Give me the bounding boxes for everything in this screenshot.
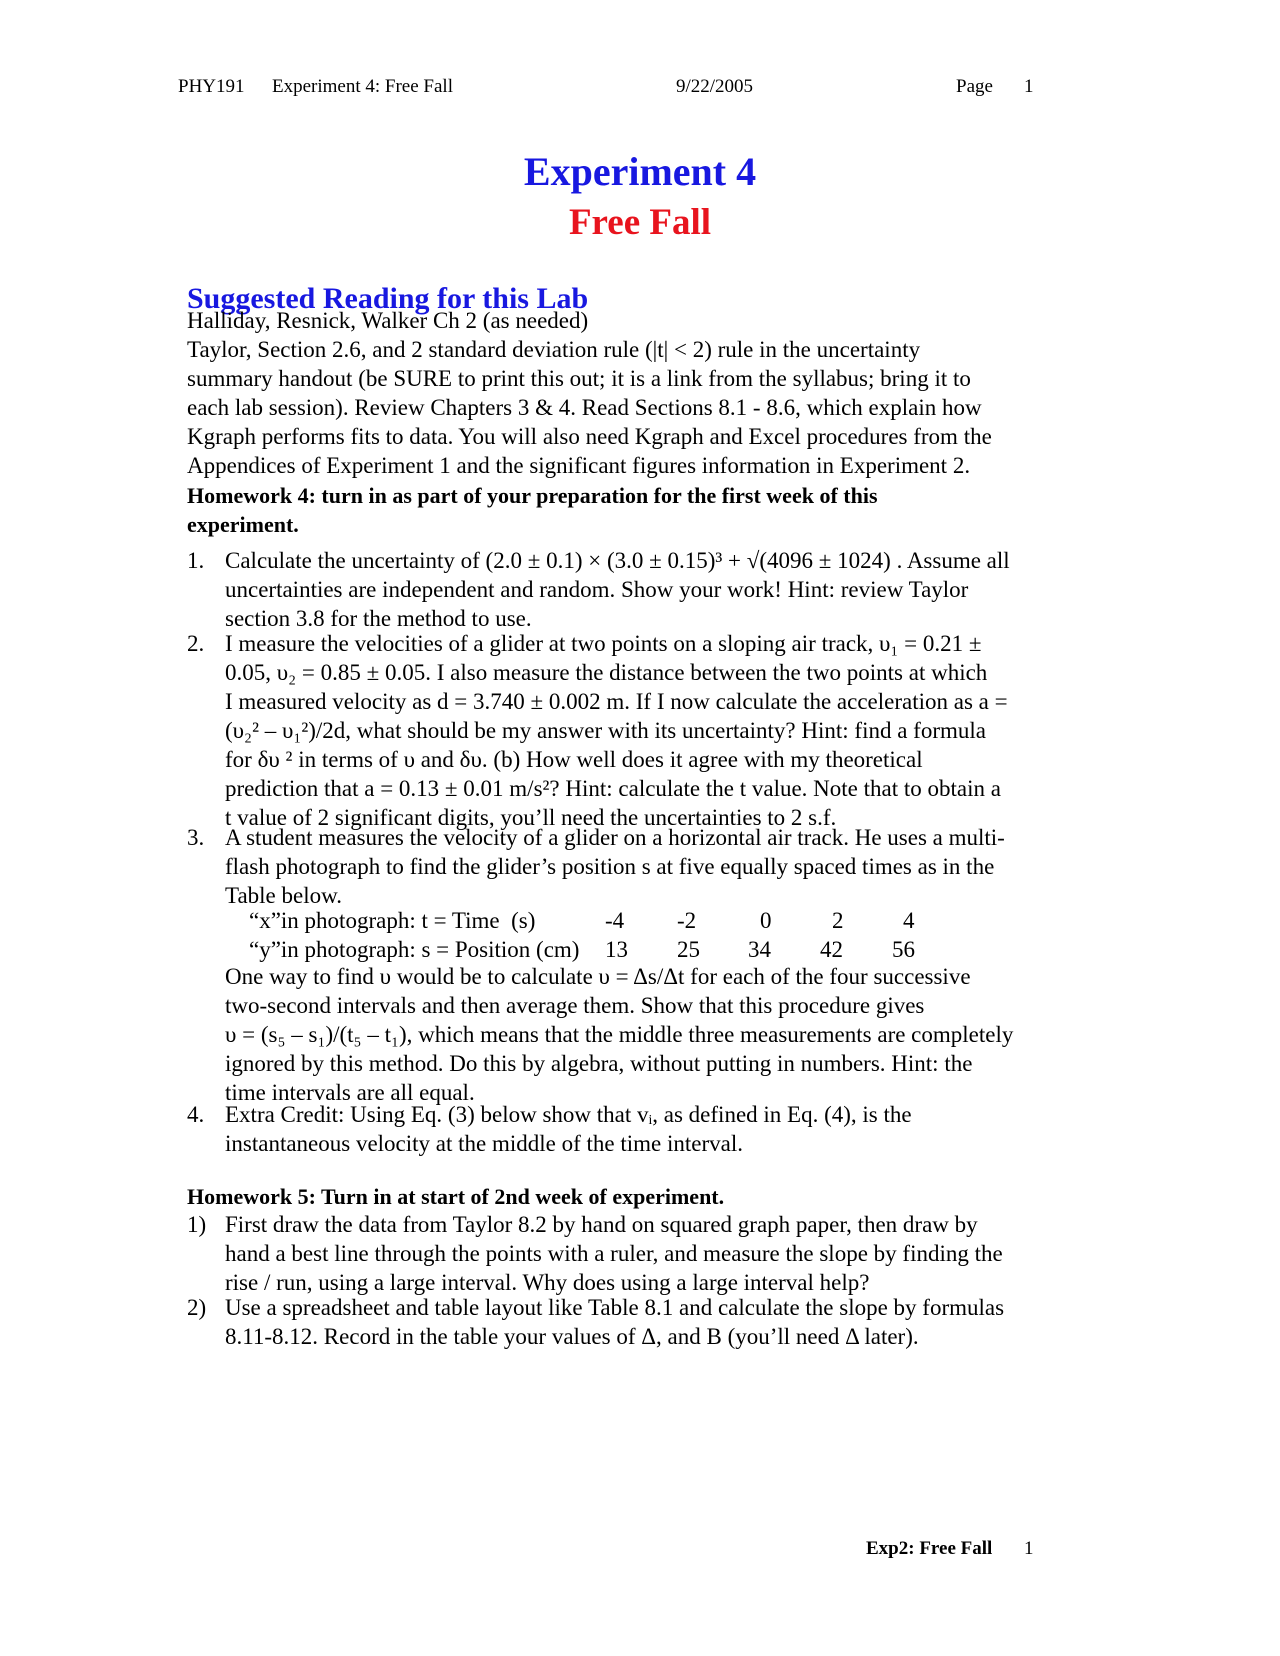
hw4-item-1 [187,546,1087,636]
item-line: Use a spreadsheet and table layout like Table 8.1 and calculate the slope by formulas [225,1295,1005,1320]
item-line: One way to find υ would be to calculate υ = Δs/Δt for each of the four successive [225,964,971,989]
item-line: t value of 2 significant digits, you’ll need the uncertainties to 2 s.f. [225,805,837,830]
reading-line: Halliday, Resnick, Walker Ch 2 (as needed) [187,308,589,333]
footer-label: Exp2: Free Fall [866,1538,993,1559]
page-title: Experiment 4 [523,149,757,194]
table-cell: -2 [677,908,697,933]
item-line: υ = (s₅ – s₁)/(t₅ – t₁), which means that the middle three measurements are completely [225,1022,1014,1047]
header-date: 9/22/2005 [676,76,754,97]
item-line: Extra Credit: Using Eq. (3) below show that vᵢ, as defined in Eq. (4), is the [225,1102,912,1127]
item-line: two-second intervals and then average them. Show that this procedure gives [225,993,925,1018]
item-line: hand a best line through the points with a ruler, and measure the slope by finding the [225,1241,1003,1266]
item-line: 8.11-8.12. Record in the table your values of Δ, and B (you’ll need Δ later). [225,1324,919,1349]
table-cell: 13 [605,937,628,962]
hw4-heading-line: Homework 4: turn in as part of your preparation for the first week of this [187,483,878,508]
item-text [225,1100,1087,1158]
item-line: A student measures the velocity of a glider on a horizontal air track. He uses a multi- [225,825,1005,850]
reading-line: Appendices of Experiment 1 and the significant figures information in Experiment 2. [187,453,971,478]
reading-line: Taylor, Section 2.6, and 2 standard deviation rule (|t| < 2) rule in the uncertainty [187,337,921,362]
item-line: 0.05, υ₂ = 0.85 ± 0.05. I also measure the distance between the two points at which [225,660,988,685]
header-course: PHY191 [178,76,245,97]
reading-line: each lab session). Review Chapters 3 & 4. Read Sections 8.1 - 8.6, which explain how [187,395,982,420]
table-row-label: “x”in photograph: t = Time (s) [249,908,536,933]
item-number: 2. [187,631,205,656]
hw5-item-1 [187,1210,1087,1300]
table-cell: 56 [892,937,915,962]
hw4-item-3 [187,823,1087,913]
item-line: I measured velocity as d = 3.740 ± 0.002 m. If I now calculate the acceleration as a = [225,689,1008,714]
item-number: 4. [187,1102,205,1127]
hw4-item-3-continued [187,962,1087,1110]
table-cell: 25 [677,937,700,962]
hw5-item-2 [187,1293,1087,1353]
item-line: section 3.8 for the method to use. [225,606,532,631]
item-line: prediction that a = 0.13 ± 0.01 m/s²? Hint: calculate the t value. Note that to obtain a [225,776,1001,801]
item-line: (υ₂² – υ₁²)/2d, what should be my answer with its uncertainty? Hint: find a formula [225,718,986,743]
item-text [225,962,1087,1107]
item-text [225,1293,1087,1351]
item-line: flash photograph to find the glider’s position s at five equally spaced times as in the [225,854,995,879]
hw5-heading: Homework 5: Turn in at start of 2nd week of experiment. [187,1184,725,1209]
item-line: time intervals are all equal. [225,1080,475,1105]
table-cell: 0 [760,908,772,933]
item-line: First draw the data from Taylor 8.2 by hand on squared graph paper, then draw by [225,1212,978,1237]
item-line: uncertainties are independent and random. Show your work! Hint: review Taylor [225,577,969,602]
item-text [225,546,1087,633]
reading-heading: Suggested Reading for this Lab [187,282,589,315]
item-number: 1. [187,548,205,573]
hw4-item-2 [187,629,1087,835]
item-line: rise / run, using a large interval. Why does using a large interval help? [225,1270,870,1295]
item-line: instantaneous velocity at the middle of the time interval. [225,1131,743,1156]
item-line: for δυ ² in terms of υ and δυ. (b) How well does it agree with my theoretical [225,747,923,772]
item-text [225,823,1087,910]
item-number: 3. [187,825,205,850]
header-page-label: Page [956,76,993,97]
hw4-heading [187,481,1087,539]
table-cell: 2 [832,908,844,933]
reading-line: Kgraph performs fits to data. You will also need Kgraph and Excel procedures from the [187,424,992,449]
header-experiment: Experiment 4: Free Fall [272,76,453,97]
item-number: 1) [187,1212,207,1237]
item-line: ignored by this method. Do this by algebra, without putting in numbers. Hint: the [225,1051,973,1076]
hw4-item-4 [187,1100,1087,1160]
footer-page-number: 1 [1024,1538,1034,1559]
item-line: Calculate the uncertainty of (2.0 ± 0.1) × (3.0 ± 0.15)³ + √(4096 ± 1024) . Assume all [225,548,1010,573]
data-table [249,906,969,964]
table-cell: 4 [903,908,915,933]
item-line: I measure the velocities of a glider at two points on a sloping air track, υ₁ = 0.21 ± [225,631,982,656]
item-number: 2) [187,1295,207,1320]
table-cell: -4 [605,908,625,933]
item-text [225,1210,1087,1297]
item-text [225,629,1087,832]
table-row-label: “y”in photograph: s = Position (cm) [249,937,580,962]
page-subtitle: Free Fall [568,202,712,243]
header-page-number: 1 [1024,76,1034,97]
table-cell: 42 [820,937,843,962]
reading-line: summary handout (be SURE to print this out; it is a link from the syllabus; bring it to [187,366,971,391]
table-cell: 34 [748,937,771,962]
item-line: Table below. [225,883,342,908]
hw4-heading-line: experiment. [187,512,299,537]
reading-paragraph [187,306,1087,480]
